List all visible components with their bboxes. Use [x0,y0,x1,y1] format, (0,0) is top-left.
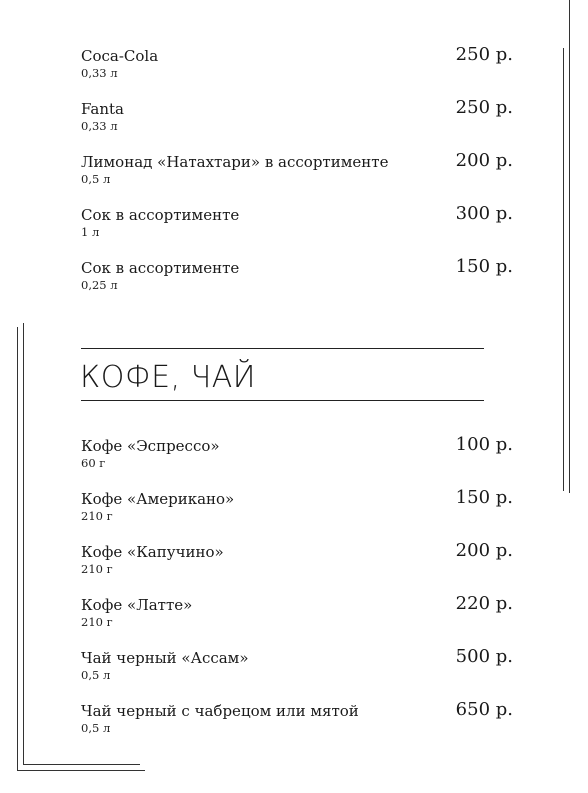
item-name: Кофе «Американо» [81,490,235,508]
item-name: Лимонад «Натахтари» в ассортименте [81,153,389,171]
item-price: 300 р. [455,203,513,224]
menu-item [81,699,513,735]
item-price: 250 р. [455,97,513,118]
item-name: Сок в ассортименте [81,259,240,277]
item-volume: 210 г [81,509,113,523]
frame-right-outer [569,0,570,493]
item-volume: 1 л [81,225,100,239]
menu-item [81,150,513,186]
item-price: 500 р. [455,646,513,667]
item-volume: 210 г [81,615,113,629]
menu-item [81,434,513,470]
item-volume: 0,5 л [81,668,111,682]
item-price: 220 р. [455,593,513,614]
item-price: 200 р. [455,540,513,561]
item-name: Чай черный «Ассам» [81,649,249,667]
section-rule-top [81,348,484,349]
item-name: Кофе «Эспрессо» [81,437,220,455]
item-name: Fanta [81,100,124,118]
menu-item [81,97,513,133]
item-name: Кофе «Капучино» [81,543,224,561]
item-price: 650 р. [455,699,513,720]
item-volume: 0,5 л [81,721,111,735]
item-volume: 0,5 л [81,172,111,186]
frame-bottom-outer [17,770,145,771]
item-price: 250 р. [455,44,513,65]
menu-item [81,487,513,523]
item-volume: 60 г [81,456,106,470]
item-volume: 0,33 л [81,119,118,133]
menu-item [81,540,513,576]
item-volume: 0,25 л [81,278,118,292]
frame-left-inner [23,323,24,764]
item-volume: 0,33 л [81,66,118,80]
frame-left-outer [17,327,18,771]
menu-item [81,44,513,80]
menu-item [81,203,513,239]
item-price: 100 р. [455,434,513,455]
section-title: КОФЕ, ЧАЙ [80,360,256,395]
frame-bottom-inner [23,764,140,765]
item-name: Кофе «Латте» [81,596,193,614]
menu-item [81,646,513,682]
item-name: Coca-Cola [81,47,159,65]
menu-item [81,256,513,292]
section-rule-bottom [81,400,484,401]
item-price: 150 р. [455,256,513,277]
item-price: 150 р. [455,487,513,508]
menu-item [81,593,513,629]
item-volume: 210 г [81,562,113,576]
item-price: 200 р. [455,150,513,171]
frame-right-inner [563,48,564,491]
item-name: Чай черный с чабрецом или мятой [81,702,359,720]
item-name: Сок в ассортименте [81,206,240,224]
